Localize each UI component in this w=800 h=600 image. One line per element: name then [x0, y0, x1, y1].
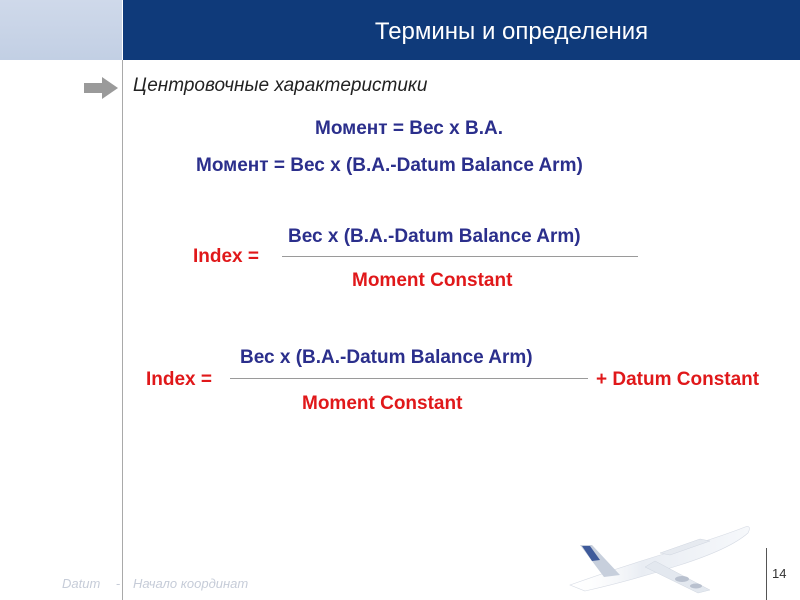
index2-addend: + Datum Constant [596, 369, 760, 390]
page-number: 14 [772, 566, 787, 581]
index2-fraction-bar [230, 378, 588, 379]
page-title: Термины и определения [374, 18, 649, 45]
footer-definition: Начало координат [133, 576, 249, 591]
index1-label: Index = [193, 246, 259, 267]
airplane-icon [560, 505, 760, 600]
index2-denominator: Moment Constant [302, 393, 463, 414]
arrow-right-icon [84, 77, 118, 99]
index1-numerator: Вес х (В.А.-Datum Balance Arm) [288, 226, 581, 247]
formula-moment-short: Момент = Вес х В.А. [315, 118, 503, 139]
formula-moment-full: Момент = Вес х (В.А.-Datum Balance Arm) [196, 155, 583, 176]
page-number-divider [766, 548, 767, 600]
index2-numerator: Вес х (В.А.-Datum Balance Arm) [240, 347, 533, 368]
index1-fraction-bar [282, 256, 638, 257]
section-subtitle: Центровочные характеристики [133, 75, 428, 96]
index1-denominator: Moment Constant [352, 270, 513, 291]
index2-label: Index = [146, 369, 212, 390]
footer-separator: - [116, 576, 121, 591]
header-left-panel [0, 0, 122, 60]
vertical-divider [122, 60, 123, 600]
footer-datum: Datum [62, 576, 101, 591]
